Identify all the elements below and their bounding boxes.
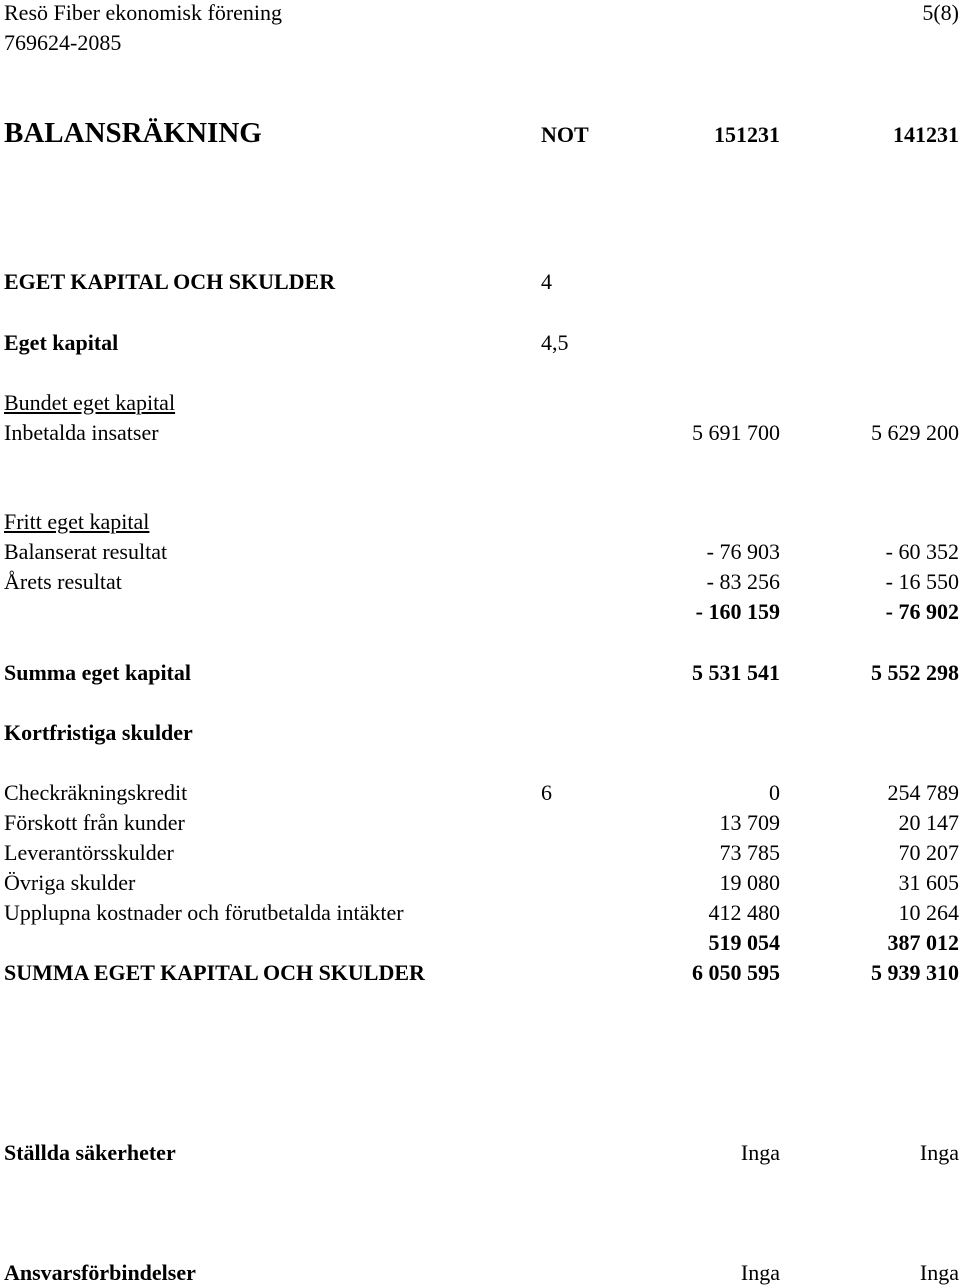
row-value-151231: 0 <box>769 780 780 805</box>
section-heading-equity: Eget kapital <box>4 330 119 355</box>
row-value-141231: 70 207 <box>898 840 959 865</box>
grand-total-151231: 6 050 595 <box>692 960 780 985</box>
note-ref: 6 <box>541 780 552 805</box>
row-label: Förskott från kunder <box>4 810 185 835</box>
pledged-assets-141231: Inga <box>919 1140 959 1165</box>
page-number: 5(8) <box>922 0 959 25</box>
subheading-restricted-equity: Bundet eget kapital <box>4 390 176 415</box>
row-value-151231: 5 691 700 <box>692 420 780 445</box>
row-value-141231: 20 147 <box>898 810 959 835</box>
total-label-equity: Summa eget kapital <box>4 660 191 685</box>
row-label: Upplupna kostnader och förutbetalda intäkter <box>4 900 404 925</box>
subtotal-151231: - 160 159 <box>695 599 780 624</box>
grand-total-label: SUMMA EGET KAPITAL OCH SKULDER <box>4 960 425 985</box>
row-label: Övriga skulder <box>4 870 136 895</box>
page-title: BALANSRÄKNING <box>4 117 262 149</box>
section-heading-current-liabilities: Kortfristiga skulder <box>4 720 193 745</box>
row-label: Årets resultat <box>4 569 122 594</box>
contingent-liabilities-151231: Inga <box>740 1260 780 1285</box>
row-value-151231: 13 709 <box>719 810 780 835</box>
subtotal-141231: 387 012 <box>887 930 959 955</box>
row-value-151231: - 83 256 <box>706 569 780 594</box>
row-value-141231: 10 264 <box>898 900 959 925</box>
column-header-141231: 141231 <box>893 122 959 147</box>
row-value-151231: - 76 903 <box>706 539 780 564</box>
organization-number: 769624-2085 <box>4 30 122 55</box>
row-value-151231: 19 080 <box>719 870 780 895</box>
total-value-141231: 5 552 298 <box>871 660 959 685</box>
organization-name: Resö Fiber ekonomisk förening <box>4 0 283 25</box>
row-value-151231: 73 785 <box>719 840 780 865</box>
note-column-header: NOT <box>541 122 589 147</box>
section-heading-equity-liabilities: EGET KAPITAL OCH SKULDER <box>4 269 336 294</box>
row-value-141231: 254 789 <box>887 780 959 805</box>
row-value-141231: - 60 352 <box>885 539 959 564</box>
pledged-assets-151231: Inga <box>740 1140 780 1165</box>
row-value-141231: 5 629 200 <box>871 420 959 445</box>
grand-total-141231: 5 939 310 <box>871 960 959 985</box>
row-label: Inbetalda insatser <box>4 420 159 445</box>
note-ref: 4,5 <box>541 330 569 355</box>
pledged-assets-label: Ställda säkerheter <box>4 1140 176 1165</box>
column-header-151231: 151231 <box>714 122 780 147</box>
contingent-liabilities-label: Ansvarsförbindelser <box>4 1260 196 1285</box>
row-label: Leverantörsskulder <box>4 840 174 865</box>
row-value-141231: 31 605 <box>898 870 959 895</box>
total-value-151231: 5 531 541 <box>692 660 780 685</box>
note-ref: 4 <box>541 269 552 294</box>
row-value-141231: - 16 550 <box>885 569 959 594</box>
row-value-151231: 412 480 <box>708 900 780 925</box>
row-label: Balanserat resultat <box>4 539 168 564</box>
subtotal-151231: 519 054 <box>708 930 780 955</box>
subheading-free-equity: Fritt eget kapital <box>4 509 150 534</box>
row-label: Checkräkningskredit <box>4 780 188 805</box>
subtotal-141231: - 76 902 <box>885 599 959 624</box>
contingent-liabilities-141231: Inga <box>919 1260 959 1285</box>
